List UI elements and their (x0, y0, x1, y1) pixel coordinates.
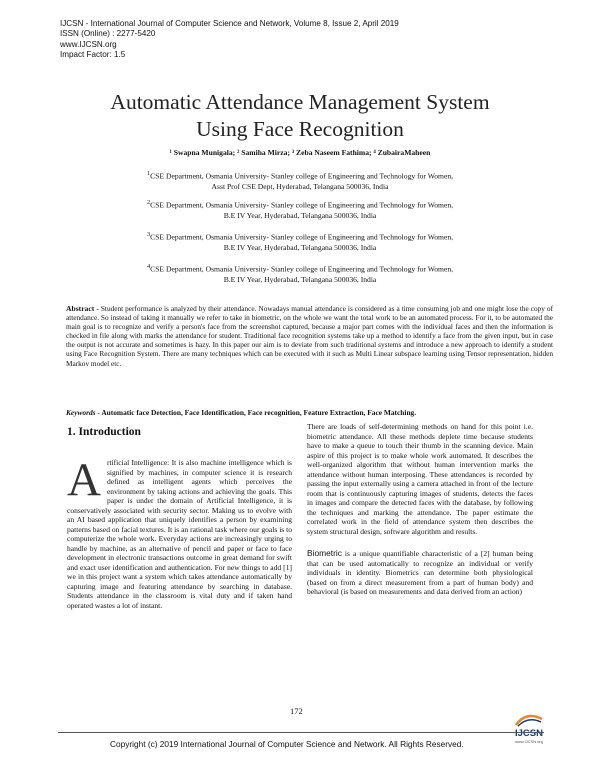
copyright-notice: Copyright (c) 2019 International Journal of Computer Science and Network. All Rights Reserved. (110, 739, 464, 749)
logo-swoosh-icon (514, 713, 544, 727)
affiliation-marker: 1 (146, 170, 151, 177)
right-paragraph-2 (307, 549, 533, 597)
affiliation-4 (60, 262, 540, 285)
biometric-term: Biometric (307, 548, 342, 558)
keywords-label: Keywords - (66, 408, 100, 417)
intro-paragraph (67, 454, 292, 610)
affiliation-line: CSE Department, Osmania University- Stanley college of Engineering and Technology for Women, (150, 264, 454, 274)
affiliation-3 (60, 230, 540, 253)
journal-header (60, 19, 399, 61)
abstract-label: Abstract - (66, 304, 99, 313)
affiliation-line: B.E IV Year, Hyderabad, Telangana 500036, India (223, 242, 377, 252)
intro-text: rtificial Intelligence: It is also machine intelligence which is signified by machines, in computer science it is research defined as intelligent agents which perceives the environment by taking actions and achieving the goals. This paper is under the domain of Artificial Intelligence, it is conservatively associated with security sector. Making us to evolve with an AI based application that uniquely identifies a person by examining patterns based on facial textures. It is an rational task where our goals is to computerize the whole work. Everyday actions are increasingly urging to handle by machine, as an alternative of pencil and paper or face to face development in electronic transactions outcome in great demand for swift and exact user identification and authentication. For new things to add [1] we in this project want a system which takes attendance automatically by capturing image and featuring attendance by searching in database. Students attendance in the classroom is vital duty and if taken hand operated wastes a lot of instant. (67, 458, 292, 610)
affiliation-marker: 3 (146, 231, 151, 238)
right-column (307, 422, 533, 597)
title-line-2: Using Face Recognition (196, 117, 404, 141)
biometric-text: is a unique quantifiable characteristic of a [2] human being that can be used automatically to recognize an individual or verify individuals in identity. Biometrics can determine both physiological (based on from a direct measurement from a part of human body) and behavioral (is based on measurements and data derived from an action) (307, 549, 533, 596)
issn-line: ISSN (Online) : 2277-5420 (60, 29, 156, 39)
impact-factor-line: Impact Factor: 1.5 (60, 50, 126, 60)
journal-logo (504, 713, 554, 744)
page-number: 172 (290, 706, 303, 716)
keywords-text: Automatic face Detection, Face Identification, Face recognition, Feature Extraction, Face Matching. (101, 408, 417, 417)
affiliation-line: Asst Prof CSE Dept, Hyderabad, Telangana 500036, India (211, 181, 389, 191)
affiliation-marker: 2 (146, 199, 151, 206)
journal-line: IJCSN - International Journal of Computer Science and Network, Volume 8, Issue 2, April 2019 (60, 19, 399, 28)
keywords (66, 408, 566, 417)
website-line: www.IJCSN.org (60, 39, 117, 49)
affiliation-line: CSE Department, Osmania University- Stanley college of Engineering and Technology for Women, (150, 171, 454, 181)
logo-text: IJCSN (515, 728, 543, 739)
affiliation-2 (60, 198, 540, 221)
section-heading-introduction: 1. Introduction (67, 426, 141, 438)
affiliation-line: B.E IV Year, Hyderabad, Telangana 500036, India (223, 274, 377, 284)
left-column (67, 454, 292, 610)
author-list: ¹ Swapna Munigala; ² Samiha Mirza; ³ Zeba Naseem Fathima; ⁴ ZubairaMaheen (169, 148, 431, 157)
abstract (66, 304, 553, 368)
logo-url: www.IJCSN.org (514, 739, 543, 744)
paper-title (50, 89, 550, 143)
drop-cap: A (67, 454, 101, 506)
affiliation-line: CSE Department, Osmania University- Stanley college of Engineering and Technology for Women, (150, 232, 454, 242)
abstract-text: Student performance is analyzed by their attendance. Nowadays manual attendance is considered as a time consuming job and one might lose the copy of attendance. So instead of taking it manually we refer to take in biometric, on the whole we want the total work to be an automated process. For it, to be automated the main goal is to recognize and verify a person's face from the screenshot captured, because a major part comes with the individual faces and then the information is checked in file along with marks the attendance for student. Traditional face recognition systems take up a method to identify a face from the given input, but in case the output is not accurate and sometimes is hazy. In this paper our aim is to deviate from such traditional systems and introduce a new approach to identify a student using Face Recognition System. There are many techniques which can be executed with it such as Multi Linear subspace learning using Tensor representation, hidden Markov model etc. (66, 304, 553, 368)
title-line-1: Automatic Attendance Management System (110, 90, 490, 114)
affiliation-line: B.E IV Year, Hyderabad, Telangana 500036, India (223, 210, 377, 220)
footer-divider (58, 732, 544, 733)
affiliation-1 (60, 169, 540, 192)
affiliation-marker: 4 (146, 263, 151, 270)
affiliation-line: CSE Department, Osmania University- Stanley college of Engineering and Technology for Women, (150, 200, 454, 210)
right-paragraph-1: There are loads of self-determining methods on hand for this point i.e. biometric attendance. All these methods deplete time because students have to make a queue to touch their thumb in the scanning device. Main aspire of this project is to make whole work automated. It describes the well-organized algorithm that without human intervention marks the attendance without human interposing. These attendances is recorded by passing the input externally using a camera attached in front of the lecture room that is continuously capturing images of students, detects the faces in images and compare the detected faces with the database, by following the techniques and marking the attendance. The paper estimate the correlated work in the field of attendance system then describes the system structural design, software algorithm and results. (307, 422, 533, 536)
